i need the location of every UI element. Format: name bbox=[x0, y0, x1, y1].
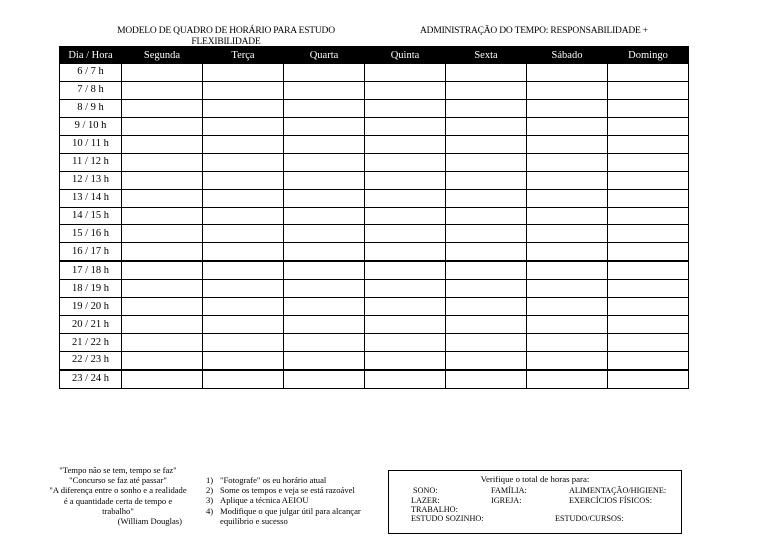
schedule-cell bbox=[608, 334, 689, 352]
hour-label: 7 / 8 h bbox=[60, 81, 122, 99]
schedule-cell bbox=[122, 316, 203, 334]
hour-label: 12 / 13 h bbox=[60, 171, 122, 189]
schedule-cell bbox=[284, 135, 365, 153]
schedule-cell bbox=[203, 135, 284, 153]
table-row bbox=[60, 261, 689, 279]
list-item bbox=[206, 506, 380, 526]
step-text: Some os tempos e veja se está razoável bbox=[220, 485, 355, 496]
schedule-cell bbox=[203, 207, 284, 225]
schedule-cell bbox=[446, 370, 527, 388]
hour-label: 11 / 12 h bbox=[60, 153, 122, 171]
schedule-cell bbox=[284, 334, 365, 352]
list-item bbox=[206, 475, 380, 485]
table-header-row bbox=[60, 47, 689, 64]
list-item bbox=[206, 495, 380, 505]
schedule-cell bbox=[608, 280, 689, 298]
schedule-cell bbox=[203, 334, 284, 352]
steps-list bbox=[206, 475, 380, 526]
schedule-cell bbox=[365, 171, 446, 189]
schedule-cell bbox=[608, 117, 689, 135]
schedule-cell bbox=[608, 189, 689, 207]
schedule-cell bbox=[446, 135, 527, 153]
schedule-cell bbox=[608, 135, 689, 153]
quote-author: (William Douglas) bbox=[117, 516, 182, 527]
schedule-cell bbox=[446, 316, 527, 334]
schedule-cell bbox=[122, 280, 203, 298]
schedule-cell bbox=[122, 171, 203, 189]
schedule-cell bbox=[608, 171, 689, 189]
table-row bbox=[60, 99, 689, 117]
schedule-cell bbox=[527, 280, 608, 298]
schedule-cell bbox=[527, 81, 608, 99]
step-number: 3) bbox=[206, 495, 214, 506]
schedule-cell bbox=[608, 153, 689, 171]
label-alimentacao: ALIMENTAÇÃO/HIGIENE: bbox=[569, 486, 667, 495]
schedule-cell bbox=[527, 352, 608, 370]
schedule-cell bbox=[203, 352, 284, 370]
schedule-cell bbox=[284, 81, 365, 99]
schedule-cell bbox=[284, 153, 365, 171]
label-lazer: LAZER: bbox=[411, 496, 440, 505]
schedule-cell bbox=[203, 171, 284, 189]
schedule-cell bbox=[284, 280, 365, 298]
schedule-table bbox=[59, 46, 689, 389]
schedule-cell bbox=[446, 117, 527, 135]
schedule-cell bbox=[122, 225, 203, 243]
schedule-cell bbox=[122, 81, 203, 99]
table-row bbox=[60, 225, 689, 243]
schedule-cell bbox=[608, 64, 689, 82]
step-text: Aplique a técnica AEIOU bbox=[220, 495, 309, 506]
schedule-cell bbox=[527, 207, 608, 225]
table-row bbox=[60, 153, 689, 171]
schedule-cell bbox=[284, 189, 365, 207]
schedule-cell bbox=[446, 225, 527, 243]
hour-label: 6 / 7 h bbox=[60, 64, 122, 82]
schedule-cell bbox=[203, 117, 284, 135]
schedule-cell bbox=[203, 261, 284, 279]
column-header-7: Domingo bbox=[608, 47, 689, 64]
schedule-cell bbox=[608, 99, 689, 117]
schedule-cell bbox=[284, 117, 365, 135]
schedule-cell bbox=[365, 316, 446, 334]
schedule-cell bbox=[365, 370, 446, 388]
hour-label: 17 / 18 h bbox=[60, 261, 122, 279]
schedule-cell bbox=[365, 225, 446, 243]
column-header-1: Segunda bbox=[122, 47, 203, 64]
schedule-cell bbox=[527, 316, 608, 334]
label-estudo-sozinho: ESTUDO SOZINHO: bbox=[411, 514, 484, 523]
page-title: MODELO DE QUADRO DE HORÁRIO PARA ESTUDO FLEXIBILIDADE bbox=[117, 26, 335, 47]
table-row bbox=[60, 135, 689, 153]
schedule-cell bbox=[527, 225, 608, 243]
schedule-cell bbox=[284, 298, 365, 316]
schedule-cell bbox=[527, 99, 608, 117]
table-row bbox=[60, 298, 689, 316]
table-row bbox=[60, 352, 689, 370]
schedule-cell bbox=[365, 352, 446, 370]
step-number: 2) bbox=[206, 485, 214, 496]
schedule-cell bbox=[122, 189, 203, 207]
schedule-cell bbox=[446, 334, 527, 352]
schedule-cell bbox=[203, 316, 284, 334]
schedule-cell bbox=[527, 153, 608, 171]
table-row bbox=[60, 189, 689, 207]
schedule-cell bbox=[446, 207, 527, 225]
schedule-cell bbox=[527, 171, 608, 189]
schedule-cell bbox=[203, 81, 284, 99]
label-trabalho: TRABALHO: bbox=[411, 505, 458, 514]
quote-line: "A diferença entre o sonho e a realidade é a quantidade certa de tempo e trabalho" bbox=[49, 485, 187, 516]
table-row bbox=[60, 117, 689, 135]
schedule-cell bbox=[122, 207, 203, 225]
quote-block bbox=[48, 465, 188, 526]
schedule-cell bbox=[446, 189, 527, 207]
hour-label: 18 / 19 h bbox=[60, 280, 122, 298]
schedule-cell bbox=[608, 225, 689, 243]
hour-label: 16 / 17 h bbox=[60, 243, 122, 261]
quote-line: "Concurso se faz até passar" bbox=[69, 475, 167, 486]
schedule-cell bbox=[365, 261, 446, 279]
schedule-cell bbox=[527, 370, 608, 388]
label-igreja: IGREJA: bbox=[491, 496, 522, 505]
column-header-3: Quarta bbox=[284, 47, 365, 64]
schedule-cell bbox=[446, 280, 527, 298]
hour-label: 10 / 11 h bbox=[60, 135, 122, 153]
schedule-cell bbox=[365, 280, 446, 298]
step-text: Modifique o que julgar útil para alcançar equilíbrio e sucesso bbox=[220, 505, 361, 526]
schedule-cell bbox=[365, 207, 446, 225]
hour-label: 23 / 24 h bbox=[60, 370, 122, 388]
schedule-cell bbox=[122, 64, 203, 82]
hour-label: 20 / 21 h bbox=[60, 316, 122, 334]
schedule-cell bbox=[446, 153, 527, 171]
schedule-cell bbox=[203, 298, 284, 316]
schedule-cell bbox=[527, 298, 608, 316]
schedule-cell bbox=[203, 64, 284, 82]
column-header-6: Sábado bbox=[527, 47, 608, 64]
schedule-cell bbox=[527, 261, 608, 279]
schedule-cell bbox=[203, 280, 284, 298]
schedule-cell bbox=[365, 334, 446, 352]
schedule-cell bbox=[527, 334, 608, 352]
hour-label: 19 / 20 h bbox=[60, 298, 122, 316]
schedule-cell bbox=[608, 352, 689, 370]
list-item bbox=[206, 485, 380, 495]
column-header-4: Quinta bbox=[365, 47, 446, 64]
schedule-cell bbox=[365, 243, 446, 261]
hour-label: 9 / 10 h bbox=[60, 117, 122, 135]
schedule-cell bbox=[446, 298, 527, 316]
column-header-day-hour: Dia / Hora bbox=[60, 47, 122, 64]
hour-label: 15 / 16 h bbox=[60, 225, 122, 243]
schedule-cell bbox=[122, 298, 203, 316]
schedule-cell bbox=[203, 243, 284, 261]
schedule-cell bbox=[527, 135, 608, 153]
schedule-cell bbox=[365, 135, 446, 153]
schedule-cell bbox=[608, 243, 689, 261]
schedule-cell bbox=[446, 81, 527, 99]
hour-label: 21 / 22 h bbox=[60, 334, 122, 352]
schedule-cell bbox=[122, 334, 203, 352]
schedule-cell bbox=[608, 370, 689, 388]
table-row bbox=[60, 243, 689, 261]
schedule-cell bbox=[284, 64, 365, 82]
table-row bbox=[60, 207, 689, 225]
schedule-cell bbox=[122, 352, 203, 370]
table-row bbox=[60, 334, 689, 352]
schedule-cell bbox=[284, 207, 365, 225]
schedule-cell bbox=[365, 117, 446, 135]
schedule-cell bbox=[446, 171, 527, 189]
schedule-cell bbox=[284, 352, 365, 370]
label-estudo-cursos: ESTUDO/CURSOS: bbox=[555, 514, 624, 523]
step-text: "Fotografe" os eu horário atual bbox=[220, 475, 327, 485]
schedule-cell bbox=[284, 171, 365, 189]
table-row bbox=[60, 370, 689, 388]
schedule-cell bbox=[365, 153, 446, 171]
column-header-5: Sexta bbox=[446, 47, 527, 64]
schedule-cell bbox=[122, 153, 203, 171]
schedule-cell bbox=[203, 99, 284, 117]
schedule-cell bbox=[284, 370, 365, 388]
table-row bbox=[60, 316, 689, 334]
schedule-cell bbox=[284, 99, 365, 117]
schedule-cell bbox=[284, 243, 365, 261]
schedule-cell bbox=[527, 64, 608, 82]
hours-box-title: Verifique o total de horas para: bbox=[480, 474, 590, 484]
schedule-cell bbox=[203, 370, 284, 388]
schedule-cell bbox=[122, 243, 203, 261]
schedule-cell bbox=[608, 298, 689, 316]
schedule-cell bbox=[122, 370, 203, 388]
schedule-cell bbox=[608, 261, 689, 279]
step-number: 1) bbox=[206, 475, 214, 485]
schedule-cell bbox=[365, 81, 446, 99]
schedule-cell bbox=[446, 99, 527, 117]
schedule-cell bbox=[203, 225, 284, 243]
schedule-cell bbox=[203, 153, 284, 171]
schedule-cell bbox=[122, 261, 203, 279]
schedule-cell bbox=[446, 64, 527, 82]
schedule-cell bbox=[608, 316, 689, 334]
schedule-cell bbox=[284, 261, 365, 279]
schedule-cell bbox=[284, 316, 365, 334]
table-row bbox=[60, 64, 689, 82]
schedule-cell bbox=[446, 243, 527, 261]
schedule-cell bbox=[608, 81, 689, 99]
label-exercicios: EXERCÍCIOS FÍSICOS: bbox=[569, 496, 653, 505]
schedule-cell bbox=[365, 298, 446, 316]
quote-line: "Tempo não se tem, tempo se faz" bbox=[59, 465, 177, 475]
label-familia: FAMÍLIA: bbox=[491, 486, 527, 495]
schedule-cell bbox=[527, 189, 608, 207]
table-row bbox=[60, 81, 689, 99]
table-row bbox=[60, 171, 689, 189]
table-row bbox=[60, 280, 689, 298]
step-number: 4) bbox=[206, 505, 214, 516]
schedule-cell bbox=[122, 135, 203, 153]
schedule-cell bbox=[527, 117, 608, 135]
schedule-cell bbox=[527, 243, 608, 261]
schedule-cell bbox=[122, 99, 203, 117]
schedule-cell bbox=[365, 64, 446, 82]
hour-label: 22 / 23 h bbox=[60, 352, 122, 370]
schedule-cell bbox=[203, 189, 284, 207]
label-sono: SONO: bbox=[413, 486, 438, 495]
schedule-cell bbox=[446, 352, 527, 370]
hours-check-box bbox=[388, 470, 682, 534]
column-header-2: Terça bbox=[203, 47, 284, 64]
schedule-cell bbox=[365, 189, 446, 207]
hour-label: 8 / 9 h bbox=[60, 99, 122, 117]
schedule-cell bbox=[122, 117, 203, 135]
section-title: ADMINISTRAÇÃO DO TEMPO: RESPONSABILIDADE + bbox=[420, 26, 648, 36]
schedule-cell bbox=[446, 261, 527, 279]
hour-label: 14 / 15 h bbox=[60, 207, 122, 225]
schedule-cell bbox=[608, 207, 689, 225]
schedule-cell bbox=[365, 99, 446, 117]
schedule-cell bbox=[284, 225, 365, 243]
hour-label: 13 / 14 h bbox=[60, 189, 122, 207]
